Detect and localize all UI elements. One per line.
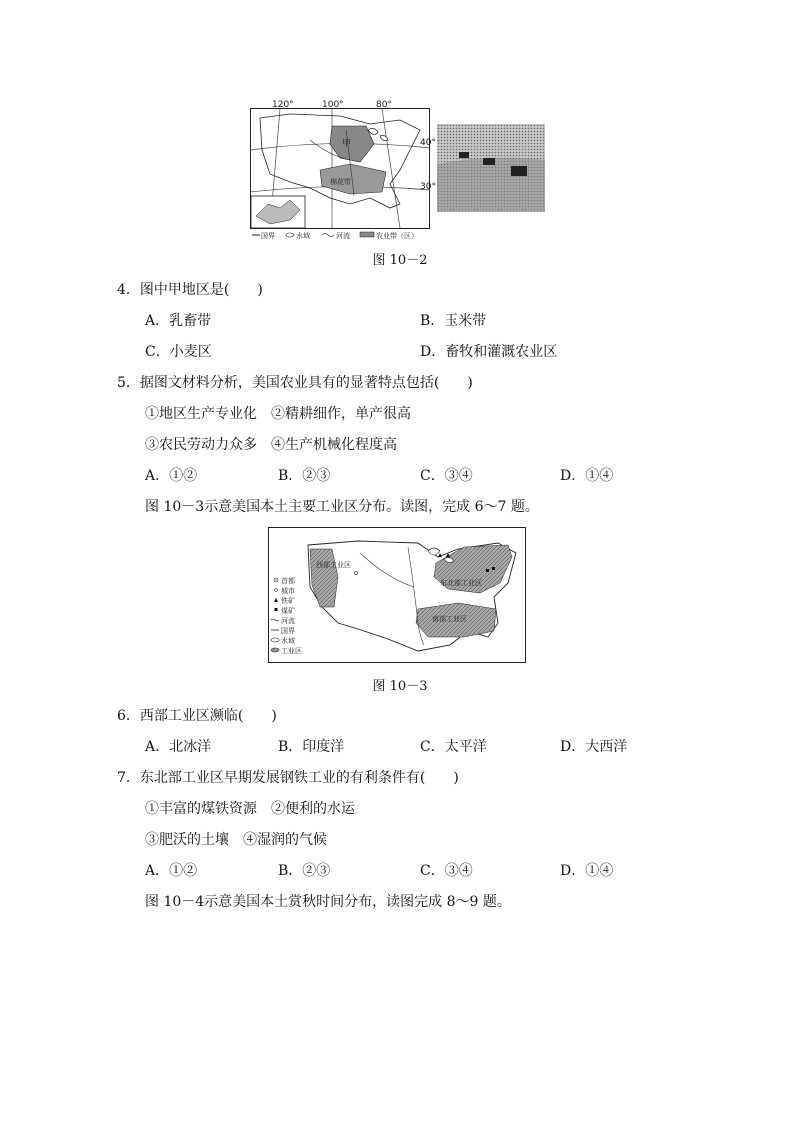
- q7-statement-1: ①丰富的煤铁资源 ②便利的水运: [145, 801, 355, 817]
- svg-text:河流: 河流: [336, 232, 350, 240]
- q4-option-b[interactable]: B．玉米带: [420, 313, 487, 329]
- q5-option-a[interactable]: A．①②: [145, 468, 198, 484]
- q7-option-d[interactable]: D．①④: [560, 863, 614, 879]
- q7-option-a[interactable]: A．①②: [145, 863, 198, 879]
- svg-text:铁矿: 铁矿: [281, 597, 295, 605]
- q5-statement-1: ①地区生产专业化 ②精耕细作，单产很高: [145, 406, 411, 422]
- svg-text:水域: 水域: [281, 637, 295, 645]
- q5-option-d[interactable]: D．①④: [560, 468, 614, 484]
- us-industry-map: [268, 527, 526, 663]
- label-jia: 甲: [342, 139, 352, 149]
- q6-option-b[interactable]: B．印度洋: [278, 739, 345, 755]
- harvest-photo: [437, 124, 545, 212]
- q7-statement-2: ③肥沃的土壤 ④湿润的气候: [145, 832, 327, 848]
- q5-statement-2: ③农民劳动力众多 ④生产机械化程度高: [145, 437, 397, 453]
- q4-option-a[interactable]: A．乳畜带: [145, 313, 212, 329]
- lon-label-120: 120°: [272, 100, 294, 110]
- q4-option-d[interactable]: D．畜牧和灌溉农业区: [420, 344, 558, 360]
- svg-text:首都: 首都: [281, 577, 295, 585]
- lon-label-100: 100°: [322, 100, 344, 110]
- figure-10-2: [250, 100, 550, 240]
- q7-option-b[interactable]: B．②③: [278, 863, 331, 879]
- figure-10-2-caption: 图 10－2: [372, 253, 428, 268]
- svg-text:水域: 水域: [296, 232, 310, 240]
- q6-option-c[interactable]: C．太平洋: [420, 739, 487, 755]
- lon-label-80: 80°: [376, 100, 392, 110]
- figure-10-3-caption: 图 10－3: [372, 679, 428, 694]
- figure-10-2-legend: [252, 231, 418, 240]
- us-agriculture-map: [250, 100, 430, 240]
- q5-option-c[interactable]: C．③④: [420, 468, 473, 484]
- svg-text:国界: 国界: [261, 232, 275, 240]
- q7-stem: 7．东北部工业区早期发展钢铁工业的有利条件有( ): [117, 770, 459, 786]
- svg-text:工业区: 工业区: [281, 647, 302, 655]
- label-west-zone: 西部工业区: [316, 561, 351, 569]
- intro-8-9: 图 10－4示意美国本土赏秋时间分布，读图完成 8～9 题。: [145, 894, 511, 910]
- q7-option-c[interactable]: C．③④: [420, 863, 473, 879]
- lat-label-30: 30°: [420, 182, 436, 192]
- label-northeast-zone: 东北部工业区: [440, 579, 482, 587]
- lat-label-40: 40°: [420, 138, 436, 148]
- intro-6-7: 图 10－3示意美国本土主要工业区分布。读图，完成 6～7 题。: [145, 499, 539, 515]
- svg-text:农业带（区）: 农业带（区）: [376, 232, 418, 240]
- q4-stem: 4．图中甲地区是( ): [117, 282, 263, 298]
- svg-text:国界: 国界: [281, 627, 295, 635]
- q4-option-c[interactable]: C．小麦区: [145, 344, 212, 360]
- label-south-zone: 南部工业区: [432, 615, 467, 623]
- q6-option-a[interactable]: A．北冰洋: [145, 739, 212, 755]
- q6-option-d[interactable]: D．大西洋: [560, 739, 628, 755]
- svg-text:河流: 河流: [281, 617, 295, 625]
- svg-text:城市: 城市: [281, 587, 295, 595]
- q6-stem: 6．西部工业区濒临( ): [117, 708, 277, 724]
- label-cotton-belt: 棉花带: [330, 178, 351, 186]
- q5-option-b[interactable]: B．②③: [278, 468, 331, 484]
- svg-text:煤矿: 煤矿: [281, 607, 295, 615]
- q5-stem: 5．据图文材料分析，美国农业具有的显著特点包括( ): [117, 375, 473, 391]
